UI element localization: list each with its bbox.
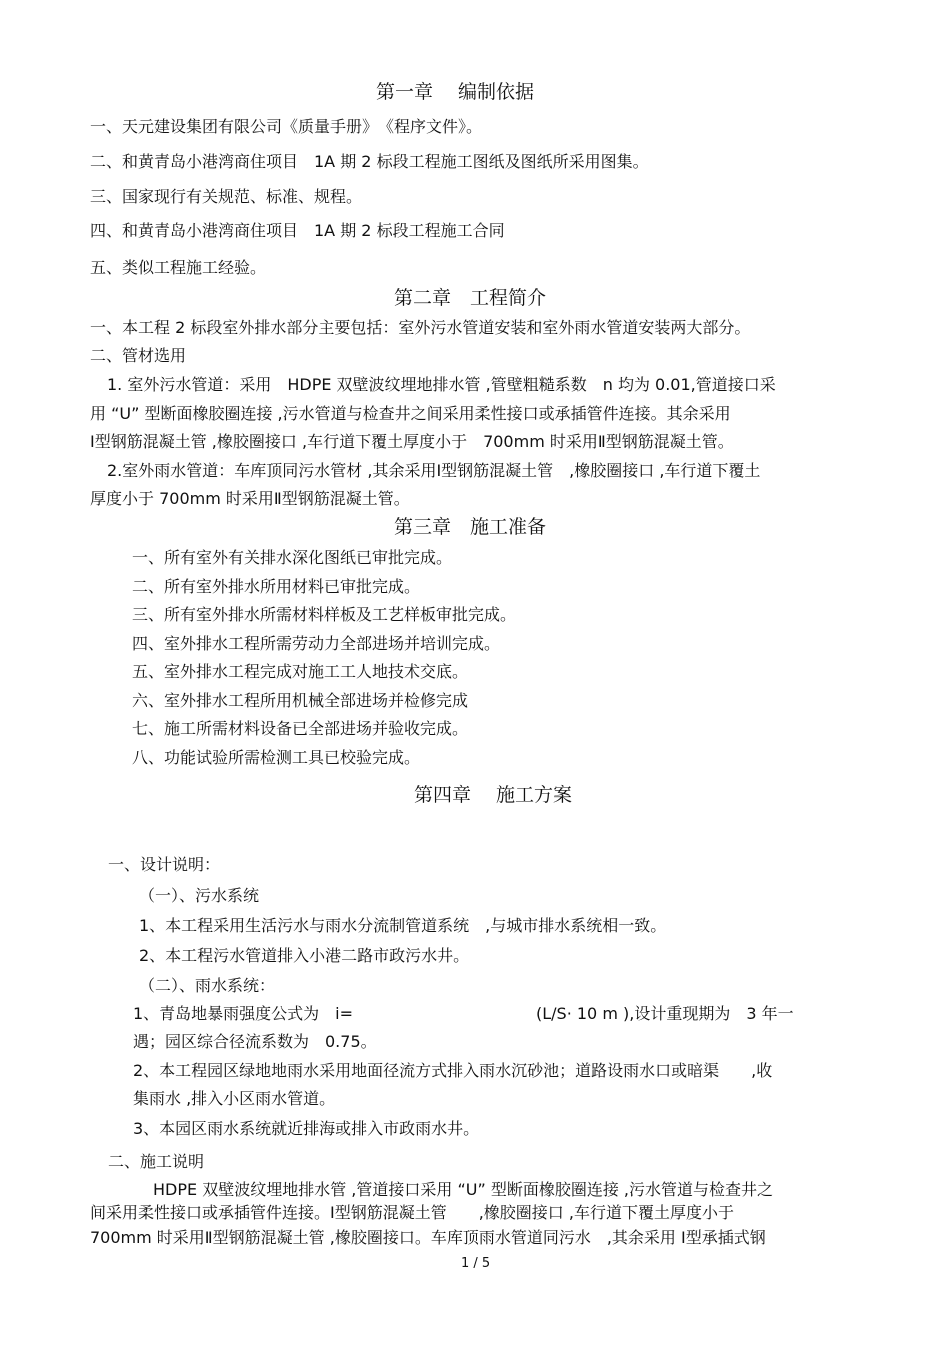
prep-item-2: 二、所有室外排水所用材料已审批完成。 xyxy=(132,577,421,596)
prep-item-8: 八、功能试验所需检测工具已校验完成。 xyxy=(132,748,421,767)
plan-line-4: 2、本工程污水管道排入小港二路市政污水井。 xyxy=(139,946,470,965)
plan-line-8: 2、本工程园区绿地地雨水采用地面径流方式排入雨水沉砂池；道路设雨水口或暗渠 ,收 xyxy=(133,1061,773,1080)
plan-line-7: 遇；园区综合径流系数为 0.75。 xyxy=(133,1032,377,1051)
chapter-3-title: 第三章 施工准备 xyxy=(394,516,547,538)
plan-line-9: 集雨水 ,排入小区雨水管道。 xyxy=(133,1089,336,1108)
plan-line-11: 二、施工说明 xyxy=(108,1152,205,1171)
chapter-4-title: 第四章 施工方案 xyxy=(414,784,573,806)
intro-para-6: 2.室外雨水管道：车库顶同污水管材 ,其余采用Ⅰ型钢筋混凝土管 ,橡胶圈接口 ,车行道下覆土 xyxy=(107,461,761,480)
basis-item-2: 二、和黄青岛小港湾商住项目 1A 期 2 标段工程施工图纸及图纸所采用图集。 xyxy=(90,152,649,171)
intro-para-4: 用 “U” 型断面橡胶圈连接 ,污水管道与检查井之间采用柔性接口或承插管件连接。其余采用 xyxy=(90,404,731,423)
basis-item-4: 四、和黄青岛小港湾商住项目 1A 期 2 标段工程施工合同 xyxy=(90,221,505,240)
plan-line-3: 1、本工程采用生活污水与雨水分流制管道系统 ,与城市排水系统相一致。 xyxy=(139,916,667,935)
plan-line-12: HDPE 双壁波纹埋地排水管 ,管道接口采用 “U” 型断面橡胶圈连接 ,污水管道与检查井之 xyxy=(153,1180,774,1199)
basis-item-1: 一、天元建设集团有限公司《质量手册》 《程序文件》。 xyxy=(90,117,483,136)
intro-para-2: 二、管材选用 xyxy=(90,346,187,365)
prep-item-7: 七、施工所需材料设备已全部进场并验收完成。 xyxy=(132,719,469,738)
prep-item-3: 三、所有室外排水所需材料样板及工艺样板审批完成。 xyxy=(132,605,517,624)
prep-item-5: 五、室外排水工程完成对施工工人地技术交底。 xyxy=(132,662,469,681)
intro-para-1: 一、本工程 2 标段室外排水部分主要包括：室外污水管道安装和室外雨水管道安装两大部分。 xyxy=(90,318,751,337)
plan-line-2: （一）、污水系统 xyxy=(139,886,260,905)
chapter-2-title: 第二章 工程简介 xyxy=(394,287,547,309)
chapter-1-title: 第一章 编制依据 xyxy=(376,81,535,103)
basis-item-5: 五、类似工程施工经验。 xyxy=(90,258,267,277)
plan-line-6a: 1、青岛地暴雨强度公式为 i= xyxy=(133,1004,354,1023)
intro-para-7: 厚度小于 700mm 时采用Ⅱ型钢筋混凝土管。 xyxy=(90,489,410,508)
page-number: 1 / 5 xyxy=(461,1256,491,1271)
prep-item-6: 六、室外排水工程所用机械全部进场并检修完成 xyxy=(132,691,469,710)
intro-para-3: 1. 室外污水管道：采用 HDPE 双壁波纹埋地排水管 ,管壁粗糙系数 n 均为 0.01,管道接口采 xyxy=(107,375,776,394)
basis-item-3: 三、国家现行有关规范、标准、规程。 xyxy=(90,187,363,206)
plan-line-10: 3、本园区雨水系统就近排海或排入市政雨水井。 xyxy=(133,1119,480,1138)
plan-line-13: 间采用柔性接口或承插管件连接。Ⅰ型钢筋混凝土管 ,橡胶圈接口 ,车行道下覆土厚度小于 xyxy=(90,1203,734,1222)
prep-item-1: 一、所有室外有关排水深化图纸已审批完成。 xyxy=(132,548,453,567)
prep-item-4: 四、室外排水工程所需劳动力全部进场并培训完成。 xyxy=(132,634,501,653)
plan-line-14: 700mm 时采用Ⅱ型钢筋混凝土管 ,橡胶圈接口。车库顶雨水管道同污水 ,其余采用 Ⅰ型承插式钢 xyxy=(90,1228,766,1247)
plan-line-5: （二）、雨水系统： xyxy=(139,976,276,995)
plan-line-6b: (L/S· 10 m ),设计重现期为 3 年一 xyxy=(536,1004,794,1023)
plan-line-1: 一、设计说明： xyxy=(108,855,221,874)
intro-para-5: Ⅰ型钢筋混凝土管 ,橡胶圈接口 ,车行道下覆土厚度小于 700mm 时采用Ⅱ型钢筋混凝土管。 xyxy=(90,432,734,451)
